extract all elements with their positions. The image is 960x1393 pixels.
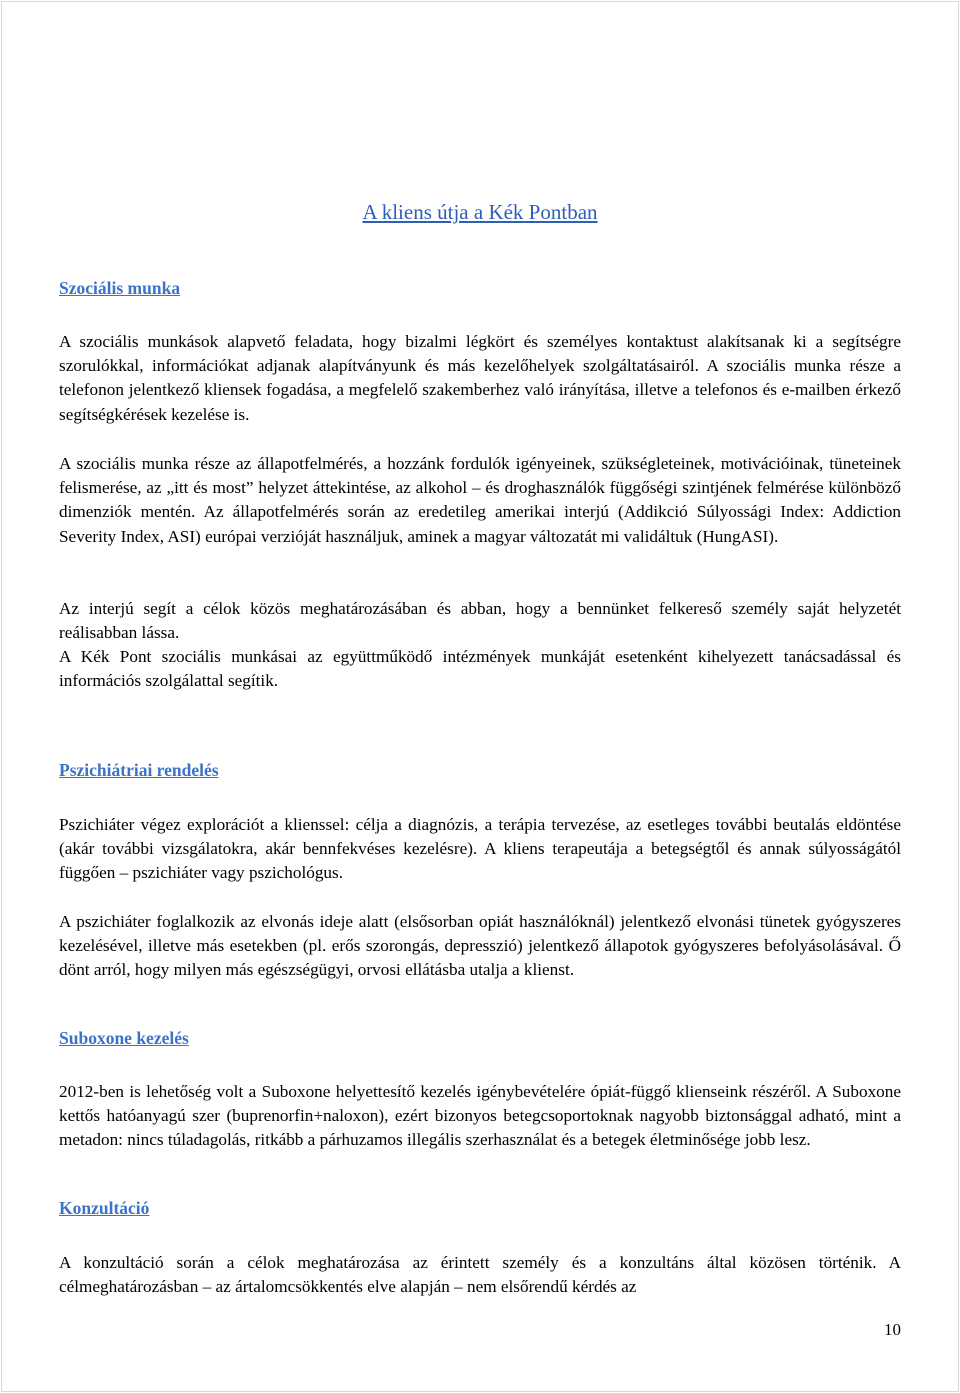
section-heading-pszichiatriai-rendeles: Pszichiátriai rendelés [59,760,219,780]
paragraph-szocialis-2: A szociális munka része az állapotfelmérés, a hozzánk fordulók igényeinek, szükségleteinek, motivációinak, tüneteinek felismerése, az „itt és most” helyzet áttekintése, az alkohol – és droghasználók függőségi szintjének felmérése különböző dimenziók mentén. Az állapotfelmérés során az eredetileg amerikai interjú (Addikció Súlyossági Index: Addiction Severity Index, ASI) európai verzióját használjuk, aminek a magyar változatát mi validáltuk (HungASI). [59,454,901,546]
section-heading-szocialis-munka: Szociális munka [59,278,181,298]
paragraph-szocialis-4: A Kék Pont szociális munkásai az együttműködő intézmények munkáját esetenként kihelyezett tanácsadással és információs szolgálattal segítik. [59,647,901,691]
paragraph-szocialis-1: A szociális munkások alapvető feladata, hogy bizalmi légkört és személyes kontaktust alakítsanak ki a segítségre szorulókkal, információkat adjanak alapítványunk és más kezelőhelyek szolgáltatásairól. A szociális munka része a telefonon jelentkező kliensek fogadása, a megfelelő szakemberhez való irányítása, illetve a telefonos és e-mailben érkező segítségkérések kezelése is. [59,332,901,424]
paragraph-pszichiatriai-1: Pszichiáter végez explorációt a klienssel: célja a diagnózis, a terápia tervezése, az esetleges további beutalás eldöntése (akár további vizsgálatokra, akár bennfekvéses kezelésre). A kliens terapeutája a betegségtől és annak súlyosságától függően – pszichiáter vagy pszichológus. [59,815,901,883]
paragraph-pszichiatriai-2: A pszichiáter foglalkozik az elvonás ideje alatt (elsősorban opiát használóknál) jelentkező elvonási tünetek gyógyszeres kezelésével, illetve más esetekben (pl. erős szorongás, depresszió) jelentkező állapotok gyógyszeres befolyásolásával. Ő dönt arról, hogy milyen más egészségügyi, orvosi ellátásba utalja a klienst. [59,912,901,980]
paragraph-suboxone-1: 2012-ben is lehetőség volt a Suboxone helyettesítő kezelés igénybevételére ópiát-függő klienseink részéről. A Suboxone kettős hatóanyagú szer (buprenorfin+naloxon), ezért bizonyos betegcsoportoknak nagyobb biztonsággal adható, mint a metadon: nincs túladagolás, ritkább a párhuzamos illegális szerhasználat és a betegek életminősége jobb lesz. [59,1082,901,1150]
section-heading-suboxone-kezeles: Suboxone kezelés [59,1028,189,1048]
section-heading-konzultacio: Konzultáció [59,1198,150,1218]
page-number: 10 [884,1320,901,1339]
paragraph-konzultacio-1: A konzultáció során a célok meghatározása az érintett személy és a konzultáns által közösen történik. A célmeghatározásban – az ártalomcsökkentés elve alapján – nem elsőrendű kérdés az [59,1253,901,1297]
paragraph-szocialis-3: Az interjú segít a célok közös meghatározásában és abban, hogy a bennünket felkereső személy saját helyzetét reálisabban lássa. [59,599,901,643]
document-title: A kliens útja a Kék Pontban [362,200,598,224]
